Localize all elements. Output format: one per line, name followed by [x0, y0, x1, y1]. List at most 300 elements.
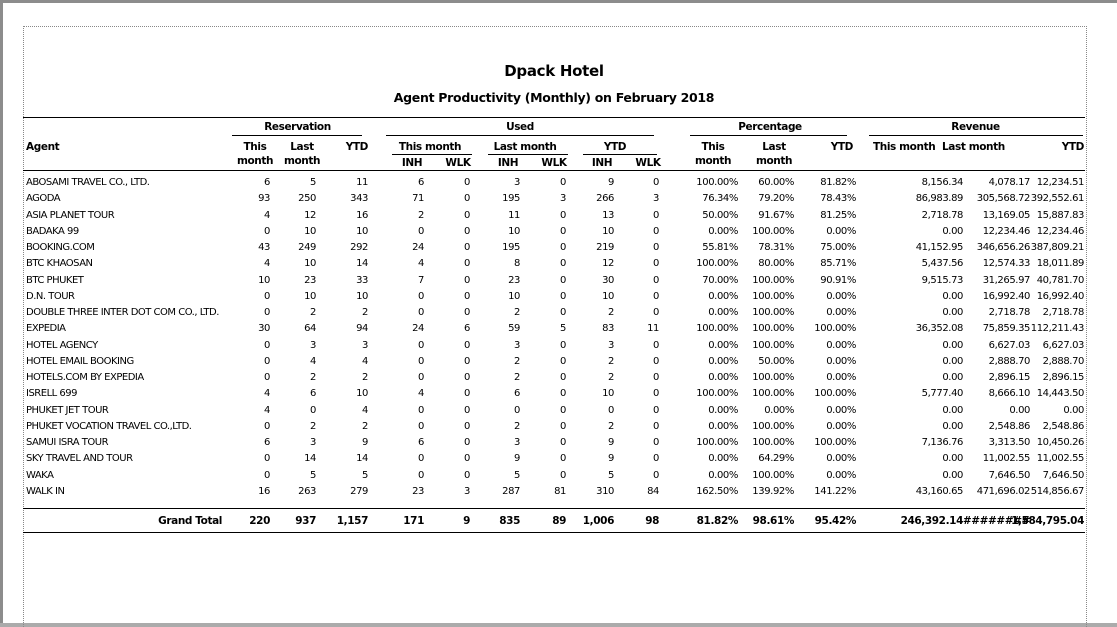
cell-res-this: 0 [264, 453, 270, 465]
cell-ytd-wlk: 0 [653, 177, 659, 188]
cell-lm-wlk: 5 [560, 323, 566, 335]
header-pct-this-month: month [694, 155, 732, 167]
cell-res-last: 0 [310, 404, 316, 416]
cell-tm-wlk: 0 [464, 453, 470, 465]
cell-pct-this: 0.00% [708, 469, 738, 481]
cell-res-this: 16 [258, 485, 270, 497]
cell-tm-inh: 0 [418, 225, 424, 237]
cell-ytd-inh: 2 [608, 355, 614, 367]
cell-rev-last: 11,002.55 [982, 453, 1030, 465]
cell-rev-last: 2,548.86 [988, 420, 1030, 432]
cell-res-last: 2 [310, 420, 316, 432]
cell-pct-last: 100.00% [752, 307, 794, 318]
header-ytd-wlk: WLK [635, 157, 661, 169]
cell-ytd-wlk: 0 [653, 225, 659, 237]
cell-lm-inh: 6 [514, 388, 520, 400]
cell-pct-last: 100.00% [752, 323, 794, 335]
cell-pct-ytd: 81.25% [820, 209, 856, 221]
cell-tm-inh: 0 [418, 290, 424, 302]
agent-name: SAMUI ISRA TOUR [26, 437, 109, 448]
cell-tm-wlk: 0 [464, 404, 470, 416]
cell-lm-inh: 2 [514, 420, 520, 432]
cell-rev-this: 0.00 [942, 355, 963, 367]
cell-rev-last: 16,992.40 [982, 290, 1030, 302]
cell-ytd-inh: 13 [602, 209, 614, 221]
cell-res-this: 0 [264, 339, 270, 351]
header-used-this-month: This month [398, 141, 462, 153]
cell-pct-last: 100.00% [752, 420, 794, 432]
cell-res-last: 5 [310, 469, 316, 481]
cell-res-this: 93 [258, 193, 270, 205]
cell-pct-last: 79.20% [758, 193, 794, 205]
cell-rev-ytd: 514,856.67 [1030, 485, 1084, 497]
cell-tm-wlk: 0 [464, 177, 470, 188]
cell-rev-ytd: 6,627.03 [1042, 339, 1084, 351]
cell-lm-wlk: 0 [560, 339, 566, 351]
cell-ytd-inh: 310 [596, 485, 614, 497]
agent-name: PHUKET JET TOUR [26, 404, 109, 416]
table-row [26, 338, 1086, 354]
cell-pct-ytd: 0.00% [826, 355, 856, 367]
cell-pct-last: 91.67% [758, 209, 794, 221]
cell-rev-last: 6,627.03 [988, 339, 1030, 351]
cell-ytd-wlk: 0 [653, 242, 659, 253]
cell-lm-wlk: 0 [560, 307, 566, 318]
cell-res-ytd: 2 [362, 307, 368, 318]
cell-pct-last: 64.29% [758, 453, 794, 465]
cell-rev-this: 0.00 [942, 372, 963, 383]
cell-ytd-inh: 2 [608, 372, 614, 383]
header-reservation: Reservation [264, 121, 331, 133]
percentage-underline [690, 135, 847, 136]
cell-pct-this: 76.34% [702, 193, 738, 205]
totals-bottom-rule [23, 532, 1085, 533]
cell-ytd-inh: 5 [608, 469, 614, 481]
total-lm-inh: 835 [499, 515, 520, 527]
cell-rev-last: 31,265.97 [982, 274, 1030, 286]
cell-rev-last: 305,568.72 [976, 193, 1030, 205]
header-lm-wlk: WLK [541, 157, 567, 169]
cell-tm-wlk: 0 [464, 242, 470, 253]
cell-rev-ytd: 10,450.26 [1036, 437, 1084, 448]
cell-rev-this: 0.00 [942, 290, 963, 302]
cell-lm-wlk: 0 [560, 404, 566, 416]
cell-res-this: 0 [264, 307, 270, 318]
cell-ytd-inh: 10 [602, 388, 614, 400]
cell-tm-inh: 2 [418, 209, 424, 221]
agent-name: HOTEL EMAIL BOOKING [26, 355, 134, 367]
cell-lm-inh: 287 [502, 485, 520, 497]
cell-tm-inh: 0 [418, 420, 424, 432]
report-title: Dpack Hotel [504, 62, 604, 80]
agent-name: SKY TRAVEL AND TOUR [26, 453, 133, 465]
cell-pct-ytd: 75.00% [820, 242, 856, 253]
cell-pct-last: 139.92% [752, 485, 794, 497]
cell-ytd-inh: 9 [608, 453, 614, 465]
cell-ytd-wlk: 0 [653, 258, 659, 270]
agent-name: HOTELS.COM BY EXPEDIA [26, 372, 144, 383]
cell-lm-wlk: 0 [560, 177, 566, 188]
cell-pct-last: 60.00% [758, 177, 794, 188]
cell-pct-last: 100.00% [752, 388, 794, 400]
header-res-last: Last [290, 141, 314, 153]
cell-rev-last: 75,859.35 [982, 323, 1030, 335]
header-rev-this-month: This month [873, 141, 936, 153]
cell-res-ytd: 292 [350, 242, 368, 253]
cell-lm-wlk: 0 [560, 372, 566, 383]
cell-ytd-wlk: 0 [653, 290, 659, 302]
cell-pct-last: 100.00% [752, 339, 794, 351]
table-row [26, 224, 1086, 240]
cell-ytd-wlk: 0 [653, 469, 659, 481]
cell-res-ytd: 14 [356, 258, 368, 270]
cell-ytd-wlk: 0 [653, 355, 659, 367]
table-row [26, 289, 1086, 305]
cell-pct-ytd: 100.00% [814, 388, 856, 400]
cell-rev-ytd: 12,234.46 [1036, 225, 1084, 237]
cell-ytd-inh: 3 [608, 339, 614, 351]
cell-tm-inh: 71 [412, 193, 424, 205]
cell-ytd-inh: 83 [602, 323, 614, 335]
cell-rev-last: 12,234.46 [982, 225, 1030, 237]
cell-lm-wlk: 0 [560, 453, 566, 465]
cell-lm-wlk: 0 [560, 242, 566, 253]
cell-res-this: 0 [264, 469, 270, 481]
cell-rev-this: 36,352.08 [915, 323, 963, 335]
cell-tm-wlk: 6 [464, 323, 470, 335]
cell-lm-wlk: 0 [560, 274, 566, 286]
cell-ytd-inh: 219 [596, 242, 614, 253]
cell-res-ytd: 5 [362, 469, 368, 481]
cell-res-this: 0 [264, 355, 270, 367]
cell-pct-last: 80.00% [758, 258, 794, 270]
cell-rev-this: 0.00 [942, 307, 963, 318]
cell-res-this: 10 [258, 274, 270, 286]
cell-tm-wlk: 0 [464, 437, 470, 448]
agent-name: BOOKING.COM [26, 242, 95, 253]
cell-tm-wlk: 0 [464, 290, 470, 302]
cell-res-last: 249 [298, 242, 316, 253]
cell-ytd-inh: 10 [602, 290, 614, 302]
table-row [26, 256, 1086, 272]
agent-name: DOUBLE THREE INTER DOT COM CO., LTD. [26, 307, 219, 318]
cell-rev-this: 2,718.78 [921, 209, 963, 221]
header-rev-last-month: Last month [942, 141, 1005, 153]
cell-tm-wlk: 0 [464, 420, 470, 432]
cell-ytd-wlk: 0 [653, 404, 659, 416]
table-row [26, 435, 1086, 451]
cell-rev-last: 2,896.15 [988, 372, 1030, 383]
cell-pct-this: 0.00% [708, 225, 738, 237]
cell-lm-inh: 0 [514, 404, 520, 416]
cell-tm-inh: 0 [418, 453, 424, 465]
cell-res-last: 12 [304, 209, 316, 221]
cell-ytd-wlk: 3 [653, 193, 659, 205]
cell-lm-inh: 9 [514, 453, 520, 465]
cell-tm-wlk: 0 [464, 209, 470, 221]
total-pct-ytd: 95.42% [814, 515, 856, 527]
cell-tm-wlk: 0 [464, 225, 470, 237]
cell-res-ytd: 10 [356, 290, 368, 302]
agent-name: D.N. TOUR [26, 290, 75, 302]
cell-rev-last: 13,169.05 [982, 209, 1030, 221]
cell-res-this: 4 [264, 258, 270, 270]
total-tm-inh: 171 [403, 515, 424, 527]
cell-rev-this: 86,983.89 [915, 193, 963, 205]
cell-pct-ytd: 0.00% [826, 339, 856, 351]
cell-rev-this: 9,515.73 [921, 274, 963, 286]
revenue-underline [869, 135, 1083, 136]
header-pct-this: This [701, 141, 725, 153]
cell-rev-ytd: 392,552.61 [1030, 193, 1084, 205]
header-percentage: Percentage [738, 121, 802, 133]
cell-res-ytd: 94 [356, 323, 368, 335]
cell-tm-inh: 4 [418, 258, 424, 270]
agent-name: BTC KHAOSAN [26, 258, 93, 270]
totals-top-rule [23, 508, 1085, 509]
header-lm-inh: INH [497, 157, 519, 169]
cell-rev-ytd: 2,888.70 [1042, 355, 1084, 367]
cell-pct-ytd: 81.82% [820, 177, 856, 188]
agent-name: EXPEDIA [26, 323, 66, 335]
cell-pct-ytd: 78.43% [820, 193, 856, 205]
cell-pct-ytd: 0.00% [826, 225, 856, 237]
agent-name: ASIA PLANET TOUR [26, 209, 115, 221]
header-res-ytd: YTD [345, 141, 368, 153]
cell-res-this: 4 [264, 209, 270, 221]
cell-pct-this: 0.00% [708, 355, 738, 367]
cell-lm-inh: 8 [514, 258, 520, 270]
cell-res-ytd: 16 [356, 209, 368, 221]
cell-rev-ytd: 0.00 [1063, 404, 1084, 416]
header-used-last-month: Last month [493, 141, 557, 153]
cell-pct-this: 162.50% [696, 485, 738, 497]
cell-res-this: 43 [258, 242, 270, 253]
cell-rev-ytd: 14,443.50 [1036, 388, 1084, 400]
agent-name: PHUKET VOCATION TRAVEL CO.,LTD. [26, 420, 192, 432]
header-res-this: This [243, 141, 267, 153]
total-lm-wlk: 89 [552, 515, 566, 527]
cell-pct-this: 0.00% [708, 420, 738, 432]
cell-rev-last: 346,656.26 [976, 242, 1030, 253]
cell-ytd-wlk: 0 [653, 453, 659, 465]
cell-rev-last: 12,574.33 [982, 258, 1030, 270]
header-top-rule [23, 117, 1085, 118]
cell-pct-last: 78.31% [758, 242, 794, 253]
cell-ytd-wlk: 0 [653, 339, 659, 351]
cell-res-last: 2 [310, 372, 316, 383]
cell-res-this: 0 [264, 372, 270, 383]
cell-ytd-wlk: 11 [647, 323, 659, 335]
cell-res-ytd: 3 [362, 339, 368, 351]
cell-res-this: 6 [264, 177, 270, 188]
cell-lm-inh: 11 [508, 209, 520, 221]
cell-pct-this: 100.00% [696, 177, 738, 188]
cell-tm-inh: 0 [418, 339, 424, 351]
cell-pct-last: 0.00% [764, 404, 794, 416]
cell-tm-inh: 0 [418, 469, 424, 481]
cell-rev-last: 3,313.50 [988, 437, 1030, 448]
cell-res-last: 10 [304, 258, 316, 270]
cell-res-ytd: 279 [350, 485, 368, 497]
table-row [26, 484, 1086, 500]
total-rev-ytd: 1,584,795.04 [1011, 515, 1084, 527]
cell-res-ytd: 4 [362, 404, 368, 416]
cell-res-last: 2 [310, 307, 316, 318]
cell-res-last: 14 [304, 453, 316, 465]
header-revenue: Revenue [951, 121, 1000, 133]
cell-ytd-inh: 0 [608, 404, 614, 416]
cell-ytd-inh: 9 [608, 177, 614, 188]
header-agent: Agent [26, 141, 60, 153]
used-underline [386, 135, 654, 136]
cell-rev-ytd: 2,896.15 [1042, 372, 1084, 383]
cell-tm-inh: 6 [418, 177, 424, 188]
cell-rev-ytd: 16,992.40 [1036, 290, 1084, 302]
cell-ytd-wlk: 0 [653, 307, 659, 318]
cell-rev-this: 0.00 [942, 339, 963, 351]
cell-lm-wlk: 0 [560, 388, 566, 400]
table-row [26, 403, 1086, 419]
cell-pct-ytd: 100.00% [814, 437, 856, 448]
cell-lm-inh: 2 [514, 372, 520, 383]
cell-lm-inh: 195 [502, 193, 520, 205]
cell-rev-this: 5,777.40 [921, 388, 963, 400]
cell-res-last: 3 [310, 339, 316, 351]
cell-lm-inh: 2 [514, 307, 520, 318]
cell-res-ytd: 2 [362, 372, 368, 383]
agent-name: WAKA [26, 469, 54, 481]
cell-res-last: 10 [304, 290, 316, 302]
cell-ytd-inh: 10 [602, 225, 614, 237]
cell-res-ytd: 14 [356, 453, 368, 465]
cell-rev-ytd: 112,211.43 [1030, 323, 1084, 335]
cell-lm-inh: 10 [508, 290, 520, 302]
cell-tm-wlk: 0 [464, 258, 470, 270]
cell-ytd-inh: 266 [596, 193, 614, 205]
total-ytd-wlk: 98 [645, 515, 659, 527]
cell-pct-this: 100.00% [696, 323, 738, 335]
total-rev-last: ######## [962, 515, 1030, 527]
cell-res-last: 6 [310, 388, 316, 400]
header-res-last-month: month [283, 155, 321, 167]
cell-pct-ytd: 85.71% [820, 258, 856, 270]
cell-rev-ytd: 2,718.78 [1042, 307, 1084, 318]
table-row [26, 321, 1086, 337]
table-row [26, 370, 1086, 386]
cell-ytd-wlk: 0 [653, 420, 659, 432]
cell-res-last: 3 [310, 437, 316, 448]
table-row [26, 240, 1086, 256]
cell-lm-inh: 5 [514, 469, 520, 481]
cell-lm-wlk: 0 [560, 290, 566, 302]
cell-tm-wlk: 0 [464, 355, 470, 367]
cell-pct-ytd: 0.00% [826, 290, 856, 302]
cell-pct-ytd: 0.00% [826, 420, 856, 432]
cell-tm-wlk: 0 [464, 388, 470, 400]
cell-tm-wlk: 0 [464, 274, 470, 286]
cell-rev-this: 0.00 [942, 469, 963, 481]
cell-rev-last: 0.00 [1009, 404, 1030, 416]
cell-lm-wlk: 0 [560, 355, 566, 367]
agent-name: BADAKA 99 [26, 225, 79, 237]
cell-res-last: 4 [310, 355, 316, 367]
cell-pct-ytd: 0.00% [826, 453, 856, 465]
header-used-ytd: YTD [603, 141, 627, 153]
cell-ytd-inh: 30 [602, 274, 614, 286]
table-row [26, 354, 1086, 370]
cell-pct-this: 100.00% [696, 388, 738, 400]
cell-res-ytd: 11 [356, 177, 368, 188]
agent-name: HOTEL AGENCY [26, 339, 98, 351]
cell-ytd-wlk: 0 [653, 437, 659, 448]
cell-rev-this: 8,156.34 [921, 177, 963, 188]
cell-pct-last: 100.00% [752, 437, 794, 448]
cell-tm-wlk: 0 [464, 339, 470, 351]
cell-res-this: 0 [264, 290, 270, 302]
grand-total-row [26, 513, 1086, 529]
table-row [26, 208, 1086, 224]
report-subtitle: Agent Productivity (Monthly) on February 2018 [393, 90, 715, 105]
cell-tm-wlk: 0 [464, 193, 470, 205]
total-pct-last: 98.61% [752, 515, 794, 527]
cell-lm-wlk: 3 [560, 193, 566, 205]
cell-rev-last: 471,696.02 [976, 485, 1030, 497]
cell-tm-inh: 24 [412, 242, 424, 253]
cell-rev-ytd: 2,548.86 [1042, 420, 1084, 432]
reservation-underline [232, 135, 362, 136]
cell-res-ytd: 33 [356, 274, 368, 286]
cell-res-this: 0 [264, 225, 270, 237]
total-res-this: 220 [249, 515, 270, 527]
cell-res-this: 30 [258, 323, 270, 335]
cell-pct-this: 0.00% [708, 372, 738, 383]
total-ytd-inh: 1,006 [582, 515, 614, 527]
cell-res-this: 4 [264, 404, 270, 416]
agent-name: BTC PHUKET [26, 274, 84, 286]
header-ytd-inh: INH [591, 157, 613, 169]
cell-lm-wlk: 0 [560, 209, 566, 221]
table-row [26, 273, 1086, 289]
cell-rev-this: 7,136.76 [921, 437, 963, 448]
cell-rev-this: 43,160.65 [915, 485, 963, 497]
cell-ytd-wlk: 0 [653, 372, 659, 383]
cell-lm-inh: 23 [508, 274, 520, 286]
cell-pct-ytd: 141.22% [814, 485, 856, 497]
cell-res-ytd: 2 [362, 420, 368, 432]
cell-ytd-wlk: 0 [653, 274, 659, 286]
used-ytd-underline [583, 154, 657, 155]
cell-pct-ytd: 0.00% [826, 404, 856, 416]
cell-ytd-inh: 9 [608, 437, 614, 448]
cell-pct-last: 50.00% [758, 355, 794, 367]
cell-res-last: 250 [298, 193, 316, 205]
cell-res-this: 0 [264, 420, 270, 432]
total-res-ytd: 1,157 [336, 515, 368, 527]
used-last-month-underline [488, 154, 568, 155]
cell-rev-last: 4,078.17 [988, 177, 1030, 188]
cell-rev-this: 0.00 [942, 225, 963, 237]
cell-rev-ytd: 40,781.70 [1036, 274, 1084, 286]
agent-name: AGODA [26, 193, 61, 205]
cell-lm-wlk: 81 [554, 485, 566, 497]
header-tm-inh: INH [401, 157, 423, 169]
cell-rev-last: 2,718.78 [988, 307, 1030, 318]
cell-lm-wlk: 0 [560, 420, 566, 432]
cell-rev-this: 0.00 [942, 404, 963, 416]
table-row [26, 419, 1086, 435]
cell-ytd-inh: 2 [608, 420, 614, 432]
